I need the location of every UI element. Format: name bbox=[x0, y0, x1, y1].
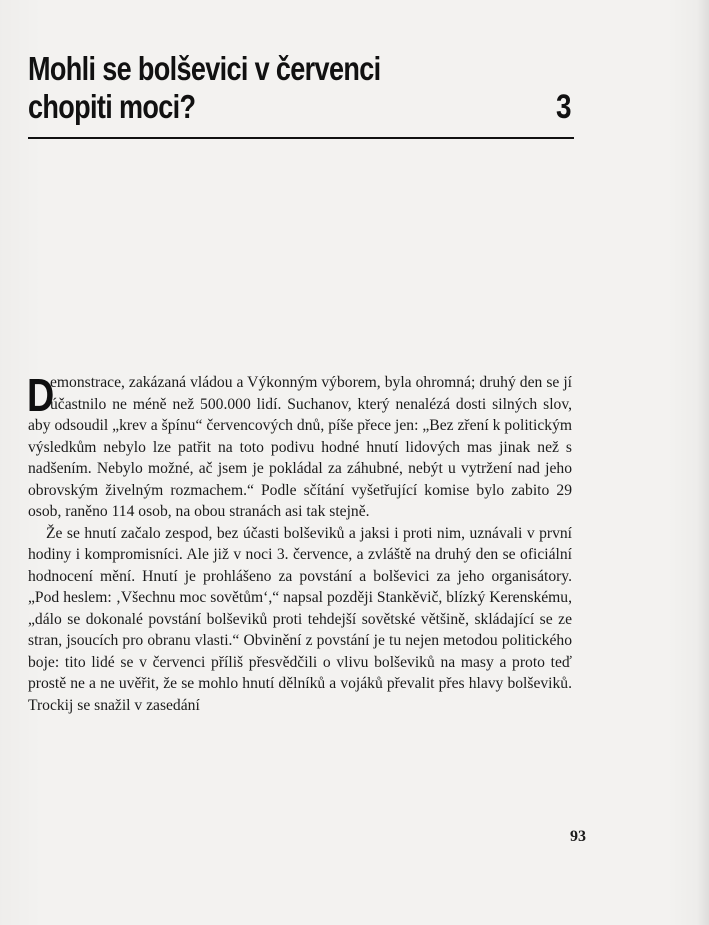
chapter-title bbox=[28, 50, 475, 126]
drop-cap: D bbox=[27, 369, 55, 421]
chapter-title-line-1: Mohli se bolševici v červenci bbox=[28, 50, 381, 87]
body-text bbox=[27, 369, 572, 716]
paragraph-1-text: emonstrace, zakázaná vládou a Výkonným výborem, byla ohromná; druhý den se jí účastnilo ne méně než 500.000 lidí. Suchanov, který nenalézá dosti silných slov, aby odsoudil „krev a špínu“ červencových dnů, píše přece jen: „Bez zření k politickým výsledkům nebylo lze patřit na toto podivu hodné hnutí lidových mas jinak než s nadšením. Nebylo možné, ač jsem je pokládal za záhubné, nebýt u vytržení nad jeho obrovským živelným rozmachem.“ Podle sčítání vyšetřující komise bylo zabito 29 osob, raněno 114 osob, na obou stranách asi tak stejně. bbox=[28, 374, 572, 520]
page-edge-shadow bbox=[697, 0, 709, 925]
paragraph-1 bbox=[27, 369, 572, 523]
chapter-number: 3 bbox=[556, 88, 572, 126]
chapter-title-line-2: chopiti moci? bbox=[28, 88, 196, 125]
paragraph-2: Že se hnutí začalo zespod, bez účasti bolševiků a jaksi i proti nim, uznávali v první hodiny i kompromisníci. Ale již v noci 3. července, a zvláště na druhý den se oficiální hodnocení mění. Hnutí je prohlášeno za povstání a bolševici za jeho organisátory. „Pod heslem: ‚Všechnu moc sovětům‘,“ napsal později Stankěvič, blízký Kerenskému, „dálo se dokonalé povstání bolševiků proti tehdejší sovětské většině, skládající se ze stran, jsoucích pro obranu vlasti.“ Obvinění z povstání je tu nejen metodou politického boje: tito lidé se v červenci příliš přesvědčili o vlivu bolševiků na masy a proto teď prostě ne a ne uvěřit, že se mohlo hnutí dělníků a vojáků převalit přes hlavy bolševiků. Trockij se snažil v zasedání bbox=[28, 524, 572, 714]
title-divider bbox=[28, 137, 574, 139]
page-number: 93 bbox=[570, 828, 586, 845]
